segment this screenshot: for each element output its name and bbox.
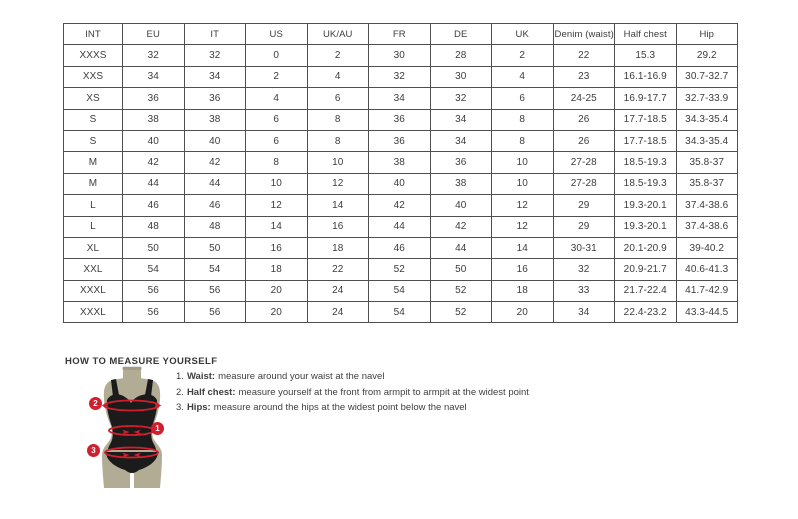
table-cell: M [64, 152, 123, 173]
waist-marker-badge: 1 [151, 422, 164, 435]
measurement-figure-illustration [83, 366, 183, 501]
measure-step-waist [176, 371, 529, 382]
table-cell: 20 [246, 280, 308, 301]
table-cell: 34 [430, 109, 492, 130]
table-cell: 16 [246, 237, 308, 258]
table-cell: XXL [64, 259, 123, 280]
table-row [64, 88, 738, 109]
column-header: UK [492, 24, 554, 45]
table-cell: 27-28 [553, 173, 615, 194]
column-header: Half chest [615, 24, 677, 45]
table-cell: 16 [492, 259, 554, 280]
table-cell: 18 [246, 259, 308, 280]
column-header: DE [430, 24, 492, 45]
size-chart-body [64, 45, 738, 323]
table-cell: 16.9-17.7 [615, 88, 677, 109]
table-cell: 10 [307, 152, 369, 173]
table-cell: 34 [369, 88, 431, 109]
size-chart-header-row [64, 24, 738, 45]
table-cell: 38 [123, 109, 185, 130]
hips-marker-badge: 3 [87, 444, 100, 457]
table-cell: 33 [553, 280, 615, 301]
table-cell: 32 [430, 88, 492, 109]
step-text: measure around the hips at the widest point below the navel [213, 402, 467, 413]
table-cell: 2 [492, 45, 554, 66]
table-cell: S [64, 130, 123, 151]
step-text: measure yourself at the front from armpit to armpit at the widest point [238, 386, 529, 398]
table-cell: 40.6-41.3 [676, 259, 738, 280]
table-row [64, 109, 738, 130]
table-row [64, 237, 738, 258]
table-cell: 39-40.2 [676, 237, 738, 258]
table-cell: 2 [246, 66, 308, 87]
table-cell: 8 [246, 152, 308, 173]
column-header: Denim (waist) [553, 24, 615, 45]
table-cell: 16 [307, 216, 369, 237]
table-cell: 23 [553, 66, 615, 87]
table-cell: 10 [246, 173, 308, 194]
step-label: Waist: [186, 371, 216, 382]
table-cell: 32 [553, 259, 615, 280]
table-cell: 36 [369, 109, 431, 130]
table-row [64, 45, 738, 66]
table-cell: 41.7-42.9 [676, 280, 738, 301]
table-cell: 52 [369, 259, 431, 280]
table-cell: 19.3-20.1 [615, 195, 677, 216]
table-cell: 16.1-16.9 [615, 66, 677, 87]
table-cell: 35.8-37 [676, 173, 738, 194]
table-row [64, 152, 738, 173]
table-cell: 38 [184, 109, 246, 130]
table-cell: 30-31 [553, 237, 615, 258]
table-cell: 32 [369, 66, 431, 87]
step-text: measure around your waist at the navel [218, 371, 385, 382]
table-cell: 18.5-19.3 [615, 173, 677, 194]
table-cell: 19.3-20.1 [615, 216, 677, 237]
how-to-measure-title: HOW TO MEASURE YOURSELF [65, 355, 218, 367]
step-number: 2. [176, 386, 184, 398]
table-cell: 44 [430, 237, 492, 258]
table-row [64, 302, 738, 323]
table-cell: 22 [553, 45, 615, 66]
table-cell: 18.5-19.3 [615, 152, 677, 173]
table-cell: 4 [307, 66, 369, 87]
table-cell: 14 [307, 195, 369, 216]
table-cell: 46 [123, 195, 185, 216]
table-cell: XS [64, 88, 123, 109]
step-label: Hips: [186, 402, 211, 413]
table-cell: 8 [307, 130, 369, 151]
table-cell: 22 [307, 259, 369, 280]
table-cell: XL [64, 237, 123, 258]
table-cell: 20.1-20.9 [615, 237, 677, 258]
table-cell: 17.7-18.5 [615, 109, 677, 130]
table-cell: 38 [369, 152, 431, 173]
table-cell: 21.7-22.4 [615, 280, 677, 301]
table-cell: 46 [369, 237, 431, 258]
table-cell: 54 [369, 280, 431, 301]
column-header: IT [184, 24, 246, 45]
table-cell: 36 [184, 88, 246, 109]
table-cell: 24-25 [553, 88, 615, 109]
table-cell: 32 [184, 45, 246, 66]
table-cell: 40 [369, 173, 431, 194]
table-cell: 52 [430, 280, 492, 301]
table-cell: 10 [492, 173, 554, 194]
table-cell: 26 [553, 130, 615, 151]
table-cell: 54 [123, 259, 185, 280]
table-cell: 37.4-38.6 [676, 216, 738, 237]
table-cell: 32.7-33.9 [676, 88, 738, 109]
table-cell: 15.3 [615, 45, 677, 66]
table-cell: 48 [123, 216, 185, 237]
table-cell: 28 [430, 45, 492, 66]
table-cell: 50 [123, 237, 185, 258]
table-cell: 8 [307, 109, 369, 130]
table-cell: 34 [184, 66, 246, 87]
table-cell: 12 [492, 195, 554, 216]
table-cell: L [64, 195, 123, 216]
table-cell: 17.7-18.5 [615, 130, 677, 151]
table-cell: 4 [492, 66, 554, 87]
table-cell: 30 [430, 66, 492, 87]
table-cell: 6 [246, 130, 308, 151]
table-row [64, 280, 738, 301]
table-cell: 30 [369, 45, 431, 66]
table-cell: 40 [184, 130, 246, 151]
table-cell: 35.8-37 [676, 152, 738, 173]
table-cell: 18 [307, 237, 369, 258]
table-cell: 29 [553, 216, 615, 237]
table-cell: 56 [184, 280, 246, 301]
measure-steps-list [176, 371, 529, 418]
table-cell: 32 [123, 45, 185, 66]
table-cell: 38 [430, 173, 492, 194]
measure-step-half-chest [176, 387, 529, 398]
table-cell: 12 [307, 173, 369, 194]
table-cell: 40 [430, 195, 492, 216]
table-cell: 14 [492, 237, 554, 258]
table-cell: 36 [369, 130, 431, 151]
table-row [64, 66, 738, 87]
table-cell: 24 [307, 302, 369, 323]
table-cell: 37.4-38.6 [676, 195, 738, 216]
table-cell: 8 [492, 109, 554, 130]
table-cell: 22.4-23.2 [615, 302, 677, 323]
mannequin-neck-cap [123, 367, 142, 370]
table-cell: 27-28 [553, 152, 615, 173]
table-cell: 10 [492, 152, 554, 173]
table-cell: 14 [246, 216, 308, 237]
table-row [64, 259, 738, 280]
table-cell: 42 [184, 152, 246, 173]
table-cell: 12 [492, 216, 554, 237]
table-cell: 44 [123, 173, 185, 194]
column-header: FR [369, 24, 431, 45]
table-cell: 34 [553, 302, 615, 323]
table-cell: 44 [369, 216, 431, 237]
table-cell: 24 [307, 280, 369, 301]
table-cell: M [64, 173, 123, 194]
table-cell: 44 [184, 173, 246, 194]
table-cell: 54 [184, 259, 246, 280]
measure-step-hips [176, 402, 529, 413]
table-cell: 40 [123, 130, 185, 151]
table-cell: 29 [553, 195, 615, 216]
table-row [64, 130, 738, 151]
table-cell: 48 [184, 216, 246, 237]
table-cell: 43.3-44.5 [676, 302, 738, 323]
table-cell: 20.9-21.7 [615, 259, 677, 280]
column-header: EU [123, 24, 185, 45]
table-cell: XXXS [64, 45, 123, 66]
table-cell: 2 [307, 45, 369, 66]
table-cell: 56 [123, 280, 185, 301]
table-cell: 52 [430, 302, 492, 323]
table-cell: 36 [430, 152, 492, 173]
table-cell: 4 [246, 88, 308, 109]
table-cell: 26 [553, 109, 615, 130]
table-cell: 42 [123, 152, 185, 173]
table-cell: 54 [369, 302, 431, 323]
table-cell: 36 [123, 88, 185, 109]
table-cell: 34.3-35.4 [676, 109, 738, 130]
chest-marker-badge: 2 [89, 397, 102, 410]
table-cell: 42 [369, 195, 431, 216]
table-row [64, 173, 738, 194]
table-cell: 46 [184, 195, 246, 216]
table-cell: 56 [184, 302, 246, 323]
table-cell: 50 [430, 259, 492, 280]
mannequin-illustration [83, 366, 183, 501]
table-cell: 56 [123, 302, 185, 323]
column-header: INT [64, 24, 123, 45]
table-cell: 42 [430, 216, 492, 237]
table-row [64, 216, 738, 237]
table-cell: 18 [492, 280, 554, 301]
table-cell: XXXL [64, 280, 123, 301]
table-cell: 20 [492, 302, 554, 323]
step-label: Half chest: [186, 386, 236, 398]
table-cell: 34.3-35.4 [676, 130, 738, 151]
table-cell: 6 [492, 88, 554, 109]
table-cell: 34 [123, 66, 185, 87]
table-cell: XXXL [64, 302, 123, 323]
column-header: Hip [676, 24, 738, 45]
table-cell: L [64, 216, 123, 237]
step-number: 1. [176, 371, 184, 382]
size-chart-table [63, 23, 738, 323]
table-cell: 6 [307, 88, 369, 109]
table-cell: XXS [64, 66, 123, 87]
table-cell: S [64, 109, 123, 130]
table-cell: 6 [246, 109, 308, 130]
table-cell: 34 [430, 130, 492, 151]
column-header: UK/AU [307, 24, 369, 45]
table-cell: 20 [246, 302, 308, 323]
table-cell: 50 [184, 237, 246, 258]
table-row [64, 195, 738, 216]
table-cell: 8 [492, 130, 554, 151]
table-cell: 30.7-32.7 [676, 66, 738, 87]
table-cell: 0 [246, 45, 308, 66]
step-number: 3. [176, 402, 184, 413]
camisole-bodice [107, 394, 157, 450]
column-header: US [246, 24, 308, 45]
table-cell: 29.2 [676, 45, 738, 66]
table-cell: 12 [246, 195, 308, 216]
